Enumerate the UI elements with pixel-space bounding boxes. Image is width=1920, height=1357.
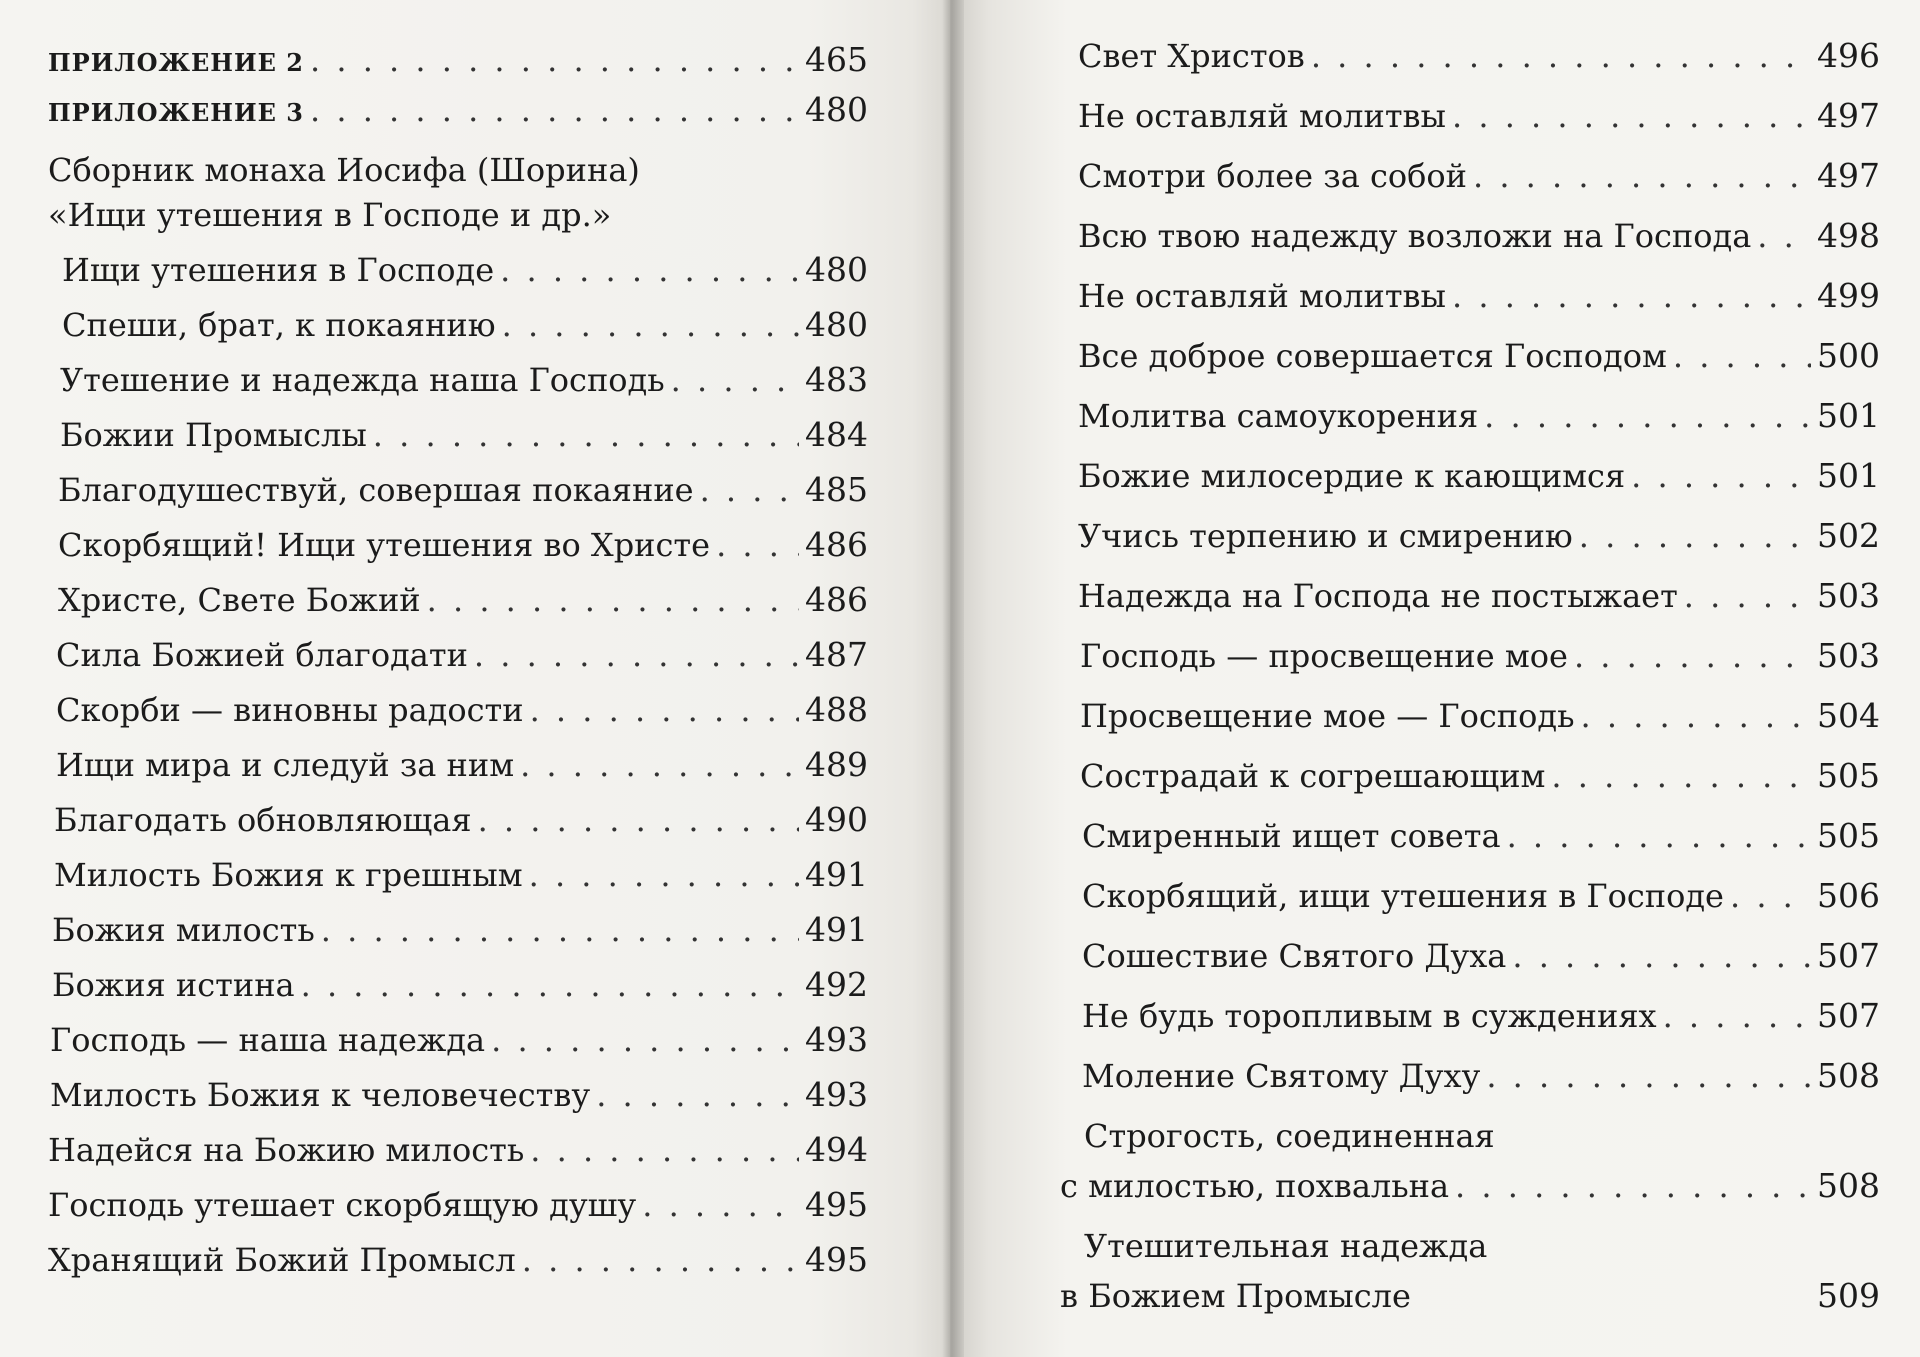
toc-entry: Всю твою надежду возложи на Господа . . . 498 (1078, 216, 1880, 256)
toc-entry: Скорбящий! Ищи утешения во Христе . . . 486 (58, 525, 868, 565)
toc-entry-line-2: с милостью, похвальна . . . 508 (1060, 1166, 1880, 1206)
toc-entry: Надейся на Божию милость . . . 494 (48, 1130, 868, 1170)
toc-entry: Все доброе совершается Господом . . . 500 (1078, 336, 1880, 376)
dot-leader (500, 250, 799, 290)
toc-entry: Божии Промыслы . . . 484 (60, 415, 868, 455)
dot-leader (1579, 516, 1811, 556)
toc-entry: Утешение и надежда наша Господь . . . 483 (60, 360, 868, 400)
toc-entry: Молитва самоукорения . . . 501 (1078, 396, 1880, 436)
dot-leader (671, 360, 799, 400)
toc-entry: Сошествие Святого Духа . . . 507 (1082, 936, 1880, 976)
toc-entry: Просвещение мое — Господь . . . 504 (1080, 696, 1880, 736)
toc-entry: Господь — наша надежда . . . 493 (50, 1020, 868, 1060)
dot-leader (1452, 96, 1811, 136)
dot-leader (1684, 576, 1811, 616)
toc-entry: Моление Святому Духу . . . 508 (1082, 1056, 1880, 1096)
dot-leader (716, 525, 799, 565)
collection-title-line-2: «Ищи утешения в Господе и др.» (48, 196, 612, 234)
dot-leader (1452, 276, 1811, 316)
toc-heading-appendix-2: ПРИЛОЖЕНИЕ 2 . . . 465 (48, 40, 868, 83)
toc-entry: Божия истина . . . 492 (52, 965, 868, 1005)
dot-leader (520, 745, 799, 785)
dot-leader (1311, 36, 1811, 76)
toc-entry-line-1: Строгость, соединенная (1084, 1117, 1495, 1155)
toc-entry: Учись терпению и смирению . . . 502 (1078, 516, 1880, 556)
toc-entry: Не оставляй молитвы . . . 497 (1078, 96, 1880, 136)
toc-entry: Ищи мира и следуй за ним . . . 489 (56, 745, 868, 785)
dot-leader (700, 470, 799, 510)
toc-entry: Благодушествуй, совершая покаяние . . . 485 (58, 470, 868, 510)
dot-leader (1473, 156, 1811, 196)
dot-leader (1484, 396, 1811, 436)
left-page (0, 0, 950, 1357)
dot-leader (1574, 636, 1811, 676)
toc-entry: Сила Божией благодати . . . 487 (56, 635, 868, 675)
toc-entry: Свет Христов . . . 496 (1078, 36, 1880, 76)
dot-leader (1486, 1056, 1811, 1096)
dot-leader (491, 1020, 799, 1060)
toc-entry: Христе, Свете Божий . . . 486 (58, 580, 868, 620)
toc-entry-line-2: в Божием Промысле 509 (1060, 1276, 1880, 1315)
dot-leader (474, 635, 799, 675)
toc-entry: Не оставляй молитвы . . . 499 (1078, 276, 1880, 316)
dot-leader (596, 1075, 799, 1115)
toc-entry: Милость Божия к грешным . . . 491 (54, 855, 868, 895)
toc-entry: Скорби — виновны радости . . . 488 (56, 690, 868, 730)
dot-leader (1730, 876, 1811, 916)
toc-entry: Спеши, брат, к покаянию . . . 480 (62, 305, 868, 345)
collection-title-line-1: Сборник монаха Иосифа (Шорина) (48, 151, 640, 189)
toc-entry: Божие милосердие к кающимся . . . 501 (1078, 456, 1880, 496)
toc-entry: Господь — просвещение мое . . . 503 (1080, 636, 1880, 676)
toc-entry: Смотри более за собой . . . 497 (1078, 156, 1880, 196)
toc-entry: Не будь торопливым в суждениях . . . 507 (1082, 996, 1880, 1036)
dot-leader (310, 40, 799, 80)
dot-leader (373, 415, 799, 455)
toc-entry: Божия милость . . . 491 (52, 910, 868, 950)
toc-entry: Благодать обновляющая . . . 490 (54, 800, 868, 840)
dot-leader (530, 1130, 799, 1170)
dot-leader (427, 580, 799, 620)
dot-leader (1507, 816, 1811, 856)
toc-entry: Надежда на Господа не постыжает . . . 503 (1078, 576, 1880, 616)
dot-leader (1757, 216, 1811, 256)
toc-heading-appendix-3: ПРИЛОЖЕНИЕ 3 . . . 480 (48, 90, 868, 133)
toc-entry: Смиренный ищет совета . . . 505 (1082, 816, 1880, 856)
dot-leader (1663, 996, 1811, 1036)
toc-entry: Скорбящий, ищи утешения в Господе . . . 506 (1082, 876, 1880, 916)
dot-leader (502, 305, 799, 345)
dot-leader (1673, 336, 1811, 376)
dot-leader (310, 90, 799, 130)
dot-leader (1512, 936, 1811, 976)
dot-leader (1581, 696, 1811, 736)
dot-leader (1551, 756, 1811, 796)
toc-entry: Сострадай к согрешающим . . . 505 (1080, 756, 1880, 796)
dot-leader (529, 855, 799, 895)
dot-leader (301, 965, 799, 1005)
toc-entry: Хранящий Божий Промысл . . . 495 (48, 1240, 868, 1280)
toc-entry-line-1: Утешительная надежда (1084, 1227, 1488, 1265)
dot-leader (1631, 456, 1811, 496)
dot-leader (478, 800, 799, 840)
dot-leader (321, 910, 799, 950)
toc-entry: Господь утешает скорбящую душу . . . 495 (48, 1185, 868, 1225)
dot-leader (522, 1240, 799, 1280)
dot-leader (530, 690, 799, 730)
book-gutter-shadow (942, 0, 964, 1357)
toc-entry: Милость Божия к человечеству . . . 493 (50, 1075, 868, 1115)
dot-leader (1455, 1166, 1811, 1206)
dot-leader (642, 1185, 799, 1225)
toc-entry: Ищи утешения в Господе . . . 480 (62, 250, 868, 290)
